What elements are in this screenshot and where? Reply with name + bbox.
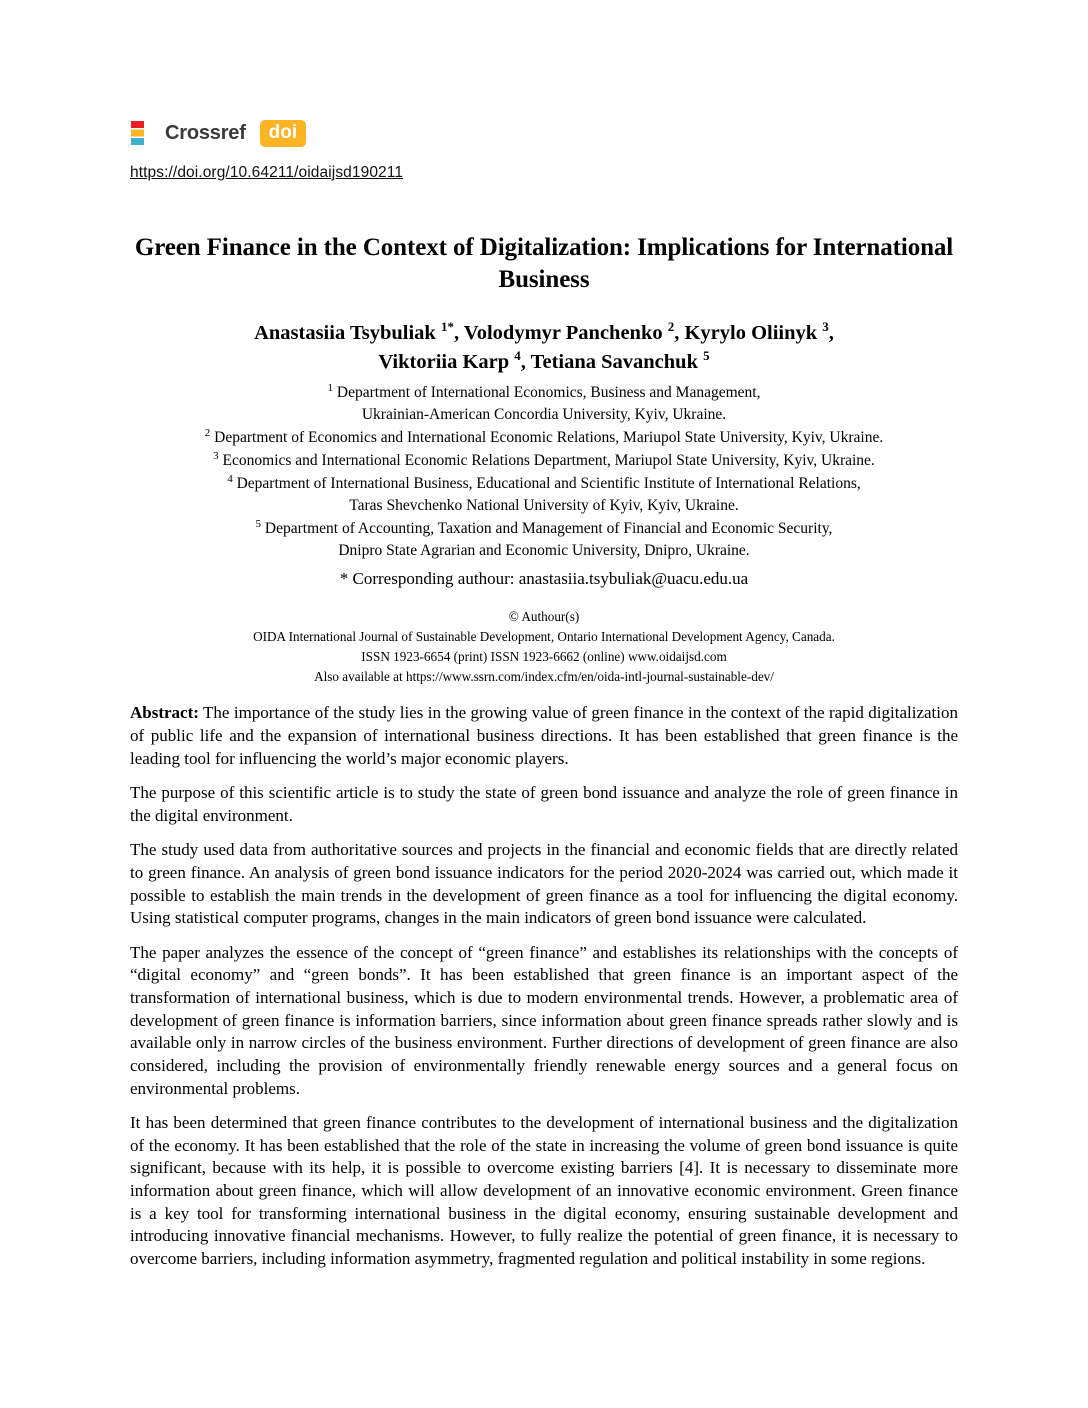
- affiliation-line: $^5$ Department of Accounting, Taxation and Management of Financial and Economic Security,: [255, 518, 833, 538]
- authors-line-2: Viktoriia Karp $^4$, Tetiana Savanchuk $^5$: [378, 348, 710, 374]
- journal-line: ISSN 1923-6654 (print) ISSN 1923-6662 (online) www.oidaijsd.com: [361, 648, 727, 664]
- journal-info: [130, 607, 958, 686]
- affiliation-line: $^2$ Department of Economics and International Economic Relations, Mariupol State University, Kyiv, Ukraine.: [204, 426, 884, 446]
- authors: [130, 318, 958, 377]
- abstract-section: [130, 702, 958, 1270]
- abstract-paragraph: The study used data from authoritative sources and projects in the financial and economic fields that are directly related to green finance. An analysis of green bond issuance indicators for the period 2020-2024 was carried out, which made it possible to establish the main trends in the development of green finance as a tool for influencing the digital economy. Using statistical computer programs, changes in the main indicators of green bond issuance were calculated.: [130, 840, 958, 928]
- crossref-label: Crossref: [165, 121, 246, 144]
- doi-link[interactable]: https://doi.org/10.64211/oidaijsd190211: [130, 164, 404, 181]
- journal-line: OIDA International Journal of Sustainable Development, Ontario International Development Agency, Canada.: [253, 628, 835, 644]
- affiliation-line: Ukrainian-American Concordia University, Kyiv, Ukraine.: [361, 405, 727, 423]
- abstract-paragraph: [130, 702, 958, 770]
- crossref-badge[interactable]: [130, 119, 246, 147]
- abstract-paragraph: The paper analyzes the essence of the concept of “green finance” and establishes its relationships with the concepts of “digital economy” and “green bonds”. It has been established that green finance is an important aspect of the transformation of international business, which is due to modern environmental trends. However, a problematic area of development of green finance is information barriers, since information about green finance spreads rather slowly and is available only in narrow circles of the business environment. Further directions of development of green finance are also considered, including the provision of environmentally friendly renewable energy sources and a general focus on environmental problems.: [130, 942, 958, 1098]
- affiliation-line: $^3$ Economics and International Economic Relations Department, Mariupol State University, Kyiv, Ukraine.: [213, 449, 875, 470]
- journal-line: © Authour(s): [508, 609, 580, 625]
- affiliation-line: Dnipro State Agrarian and Economic University, Dnipro, Ukraine.: [338, 542, 750, 560]
- corresponding-author: * Corresponding authour: anastasiia.tsybuliak@uacu.edu.ua: [339, 569, 749, 589]
- abstract-paragraph: It has been determined that green finance contributes to the development of international business and the digitalization of the economy. It has been established that the role of the state in increasing the volume of green bond issuance is quite significant, because with its help, it is possible to overcome existing barriers [4]. It is necessary to disseminate more information about green finance, which will allow development of an innovative economic environment. Green finance is a key tool for transforming international business in the digital economy, ensuring sustainable development and introducing innovative financial mechanisms. However, to fully realize the potential of green finance, it is necessary to overcome barriers, including information asymmetry, fragmented regulation and political instability in some regions.: [130, 1113, 958, 1268]
- journal-line: Also available at https://www.ssrn.com/index.cfm/en/oida-intl-journal-sustainable-dev/: [314, 668, 774, 684]
- affiliation-line: $^4$ Department of International Business, Educational and Scientific Institute of International Relations,: [227, 473, 861, 493]
- abstract-label: Abstract:: [130, 703, 199, 723]
- affiliation-line: Taras Shevchenko National University of Kyiv, Kyiv, Ukraine.: [349, 497, 739, 515]
- page-title: Green Finance in the Context of Digitalization: Implications for International Business: [134, 234, 954, 293]
- badge-row: [130, 112, 958, 154]
- abstract-text: The importance of the study lies in the growing value of green finance in the context of the rapid digitalization of public life and the expansion of international business directions. It has been established that green finance is the leading tool for influencing the world’s major economic players.: [130, 703, 958, 768]
- authors-line-1: Anastasiia Tsybuliak $^{1*}$, Volodymyr Panchenko $^2$, Kyrylo Oliinyk $^3$,: [254, 319, 834, 344]
- abstract-paragraph: The purpose of this scientific article is to study the state of green bond issuance and analyze the role of green finance in the digital environment.: [130, 783, 958, 825]
- affiliation-line: $^1$ Department of International Economics, Business and Management,: [327, 381, 761, 401]
- doi-badge[interactable]: doi: [260, 120, 307, 147]
- affiliations: [130, 381, 958, 563]
- crossref-logo-icon: [130, 119, 158, 147]
